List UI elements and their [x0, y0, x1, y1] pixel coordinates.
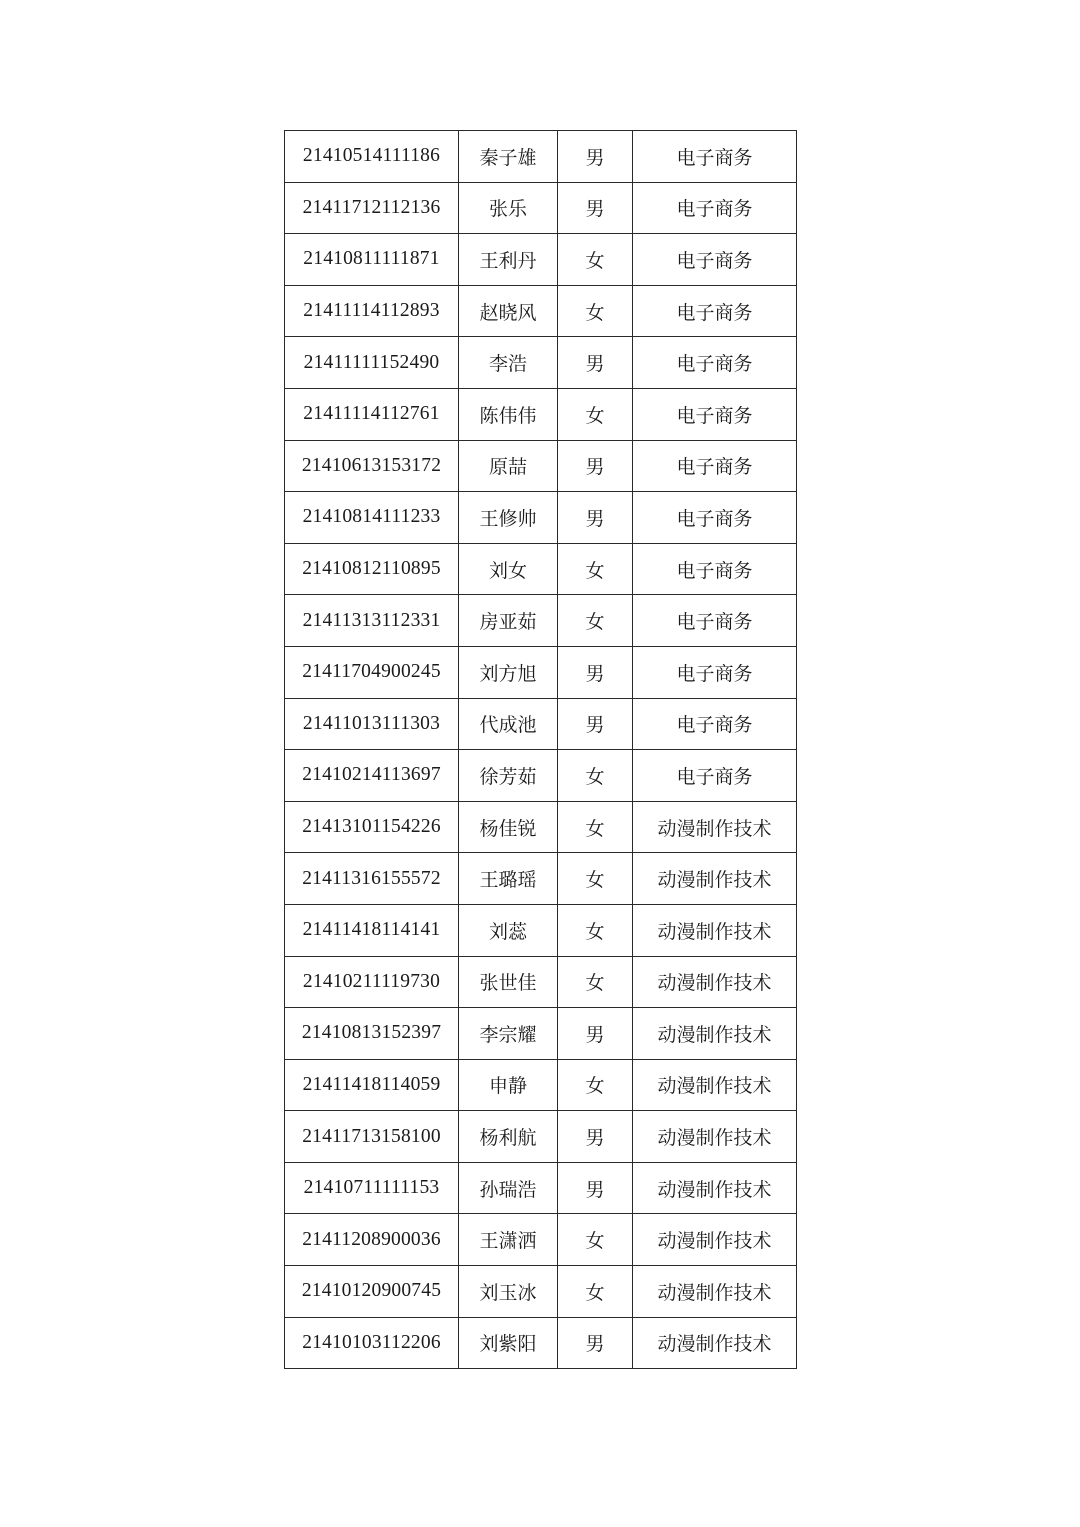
table-row	[285, 543, 797, 595]
student-name-cell: 秦子雄	[459, 131, 558, 183]
student-name-cell: 申静	[459, 1059, 558, 1111]
student-gender-cell: 男	[558, 182, 633, 234]
student-major-cell: 电子商务	[633, 698, 797, 750]
student-major-cell: 动漫制作技术	[633, 1266, 797, 1318]
table-row	[285, 337, 797, 389]
student-id-cell: 21410813152397	[285, 1008, 459, 1060]
student-id-cell: 21411111152490	[285, 337, 459, 389]
table-row	[285, 182, 797, 234]
student-id-cell: 21410120900745	[285, 1266, 459, 1318]
student-id-cell: 21410812110895	[285, 543, 459, 595]
student-id-cell: 21411712112136	[285, 182, 459, 234]
student-gender-cell: 女	[558, 750, 633, 802]
student-gender-cell: 男	[558, 1008, 633, 1060]
student-id-cell: 21410811111871	[285, 234, 459, 286]
student-major-cell: 电子商务	[633, 492, 797, 544]
student-major-cell: 电子商务	[633, 388, 797, 440]
student-gender-cell: 男	[558, 131, 633, 183]
table-row	[285, 1266, 797, 1318]
student-gender-cell: 男	[558, 646, 633, 698]
table-row	[285, 1162, 797, 1214]
student-name-cell: 王璐瑶	[459, 853, 558, 905]
student-name-cell: 刘女	[459, 543, 558, 595]
student-major-cell: 电子商务	[633, 440, 797, 492]
student-name-cell: 原喆	[459, 440, 558, 492]
student-gender-cell: 男	[558, 1111, 633, 1163]
student-id-cell: 21410514111186	[285, 131, 459, 183]
student-id-cell: 21410214113697	[285, 750, 459, 802]
table-row	[285, 698, 797, 750]
student-id-cell: 21410211119730	[285, 956, 459, 1008]
student-name-cell: 刘蕊	[459, 904, 558, 956]
student-id-cell: 21411114112761	[285, 388, 459, 440]
student-major-cell: 动漫制作技术	[633, 801, 797, 853]
student-major-cell: 动漫制作技术	[633, 1214, 797, 1266]
student-name-cell: 刘玉冰	[459, 1266, 558, 1318]
student-major-cell: 电子商务	[633, 234, 797, 286]
student-gender-cell: 男	[558, 440, 633, 492]
table-row	[285, 440, 797, 492]
student-id-cell: 21411704900245	[285, 646, 459, 698]
student-roster-table	[284, 130, 797, 1369]
student-id-cell: 21410814111233	[285, 492, 459, 544]
student-name-cell: 王潇洒	[459, 1214, 558, 1266]
student-name-cell: 陈伟伟	[459, 388, 558, 440]
student-name-cell: 李宗耀	[459, 1008, 558, 1060]
student-gender-cell: 男	[558, 1317, 633, 1369]
student-gender-cell: 女	[558, 543, 633, 595]
table-row	[285, 388, 797, 440]
student-major-cell: 动漫制作技术	[633, 904, 797, 956]
student-name-cell: 孙瑞浩	[459, 1162, 558, 1214]
student-name-cell: 代成池	[459, 698, 558, 750]
student-name-cell: 徐芳茹	[459, 750, 558, 802]
student-name-cell: 刘方旭	[459, 646, 558, 698]
student-id-cell: 21411713158100	[285, 1111, 459, 1163]
student-id-cell: 21411316155572	[285, 853, 459, 905]
table-row	[285, 1059, 797, 1111]
table-row	[285, 1008, 797, 1060]
student-id-cell: 21411418114141	[285, 904, 459, 956]
student-id-cell: 21411418114059	[285, 1059, 459, 1111]
student-major-cell: 动漫制作技术	[633, 1059, 797, 1111]
student-name-cell: 杨佳锐	[459, 801, 558, 853]
student-gender-cell: 女	[558, 1059, 633, 1111]
student-name-cell: 王修帅	[459, 492, 558, 544]
student-gender-cell: 女	[558, 1214, 633, 1266]
student-gender-cell: 女	[558, 801, 633, 853]
table-row	[285, 234, 797, 286]
student-gender-cell: 女	[558, 853, 633, 905]
student-major-cell: 电子商务	[633, 595, 797, 647]
table-row	[285, 1111, 797, 1163]
student-major-cell: 电子商务	[633, 543, 797, 595]
student-gender-cell: 女	[558, 285, 633, 337]
student-gender-cell: 男	[558, 492, 633, 544]
roster-table-body	[285, 131, 797, 1369]
student-name-cell: 张世佳	[459, 956, 558, 1008]
student-name-cell: 王利丹	[459, 234, 558, 286]
student-id-cell: 21410103112206	[285, 1317, 459, 1369]
table-row	[285, 956, 797, 1008]
table-row	[285, 750, 797, 802]
student-gender-cell: 女	[558, 956, 633, 1008]
student-gender-cell: 女	[558, 388, 633, 440]
student-gender-cell: 女	[558, 904, 633, 956]
table-row	[285, 1317, 797, 1369]
student-name-cell: 李浩	[459, 337, 558, 389]
student-major-cell: 动漫制作技术	[633, 1162, 797, 1214]
table-row	[285, 131, 797, 183]
student-id-cell: 21413101154226	[285, 801, 459, 853]
table-row	[285, 492, 797, 544]
student-major-cell: 电子商务	[633, 750, 797, 802]
student-major-cell: 电子商务	[633, 646, 797, 698]
student-major-cell: 动漫制作技术	[633, 1008, 797, 1060]
table-row	[285, 904, 797, 956]
student-major-cell: 电子商务	[633, 285, 797, 337]
student-name-cell: 房亚茹	[459, 595, 558, 647]
student-id-cell: 21410711111153	[285, 1162, 459, 1214]
table-row	[285, 853, 797, 905]
student-id-cell: 21411013111303	[285, 698, 459, 750]
student-major-cell: 动漫制作技术	[633, 956, 797, 1008]
student-major-cell: 动漫制作技术	[633, 1317, 797, 1369]
table-row	[285, 801, 797, 853]
student-major-cell: 电子商务	[633, 182, 797, 234]
student-major-cell: 动漫制作技术	[633, 1111, 797, 1163]
student-gender-cell: 男	[558, 1162, 633, 1214]
student-gender-cell: 女	[558, 234, 633, 286]
student-major-cell: 电子商务	[633, 337, 797, 389]
student-gender-cell: 男	[558, 698, 633, 750]
student-id-cell: 21411114112893	[285, 285, 459, 337]
student-id-cell: 21411313112331	[285, 595, 459, 647]
table-row	[285, 285, 797, 337]
student-name-cell: 杨利航	[459, 1111, 558, 1163]
table-row	[285, 595, 797, 647]
table-row	[285, 1214, 797, 1266]
student-gender-cell: 女	[558, 1266, 633, 1318]
student-name-cell: 刘紫阳	[459, 1317, 558, 1369]
student-id-cell: 21410613153172	[285, 440, 459, 492]
student-gender-cell: 女	[558, 595, 633, 647]
student-gender-cell: 男	[558, 337, 633, 389]
table-row	[285, 646, 797, 698]
student-name-cell: 赵晓风	[459, 285, 558, 337]
student-major-cell: 动漫制作技术	[633, 853, 797, 905]
student-name-cell: 张乐	[459, 182, 558, 234]
student-id-cell: 21411208900036	[285, 1214, 459, 1266]
student-major-cell: 电子商务	[633, 131, 797, 183]
